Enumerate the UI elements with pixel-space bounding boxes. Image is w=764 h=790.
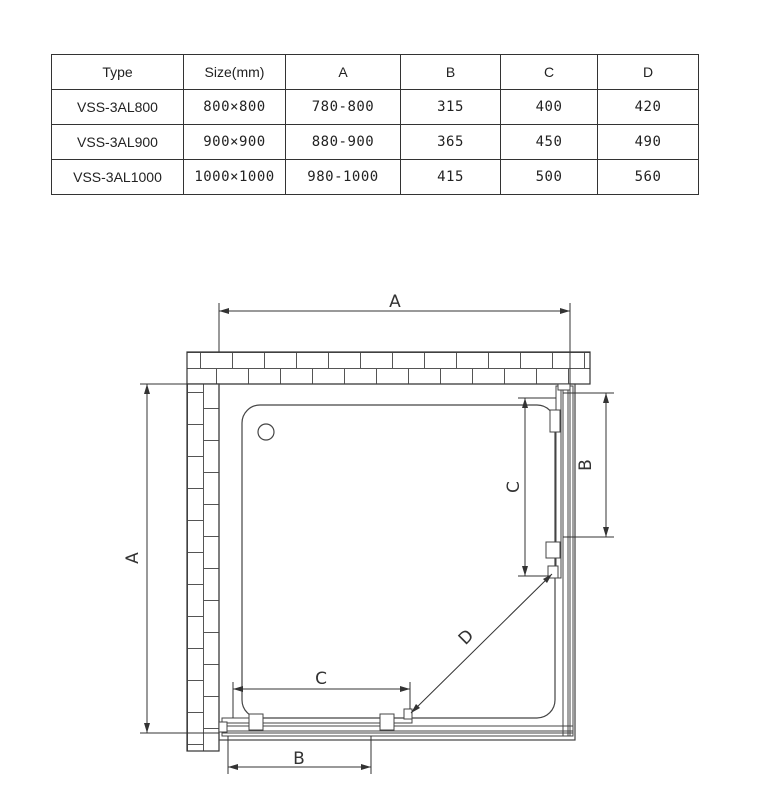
header-cell: A (286, 55, 401, 90)
arrowhead (400, 686, 410, 692)
size-cell: 1000×1000 (184, 160, 286, 195)
header-cell: B (401, 55, 501, 90)
header-cell: C (501, 55, 598, 90)
arrowhead (219, 308, 229, 314)
b-cell: 415 (401, 160, 501, 195)
header-cell: D (598, 55, 699, 90)
arrowhead (522, 566, 528, 576)
bottom-glass-panels (219, 709, 573, 736)
size-cell: 800×800 (184, 90, 286, 125)
arrowhead (228, 764, 238, 770)
label-a-left: A (123, 552, 143, 564)
b-cell: 315 (401, 90, 501, 125)
arrowhead (144, 384, 150, 394)
label-b-bottom: B (293, 749, 305, 769)
a-cell: 880-900 (286, 125, 401, 160)
a-cell: 980-1000 (286, 160, 401, 195)
label-c-bottom: C (315, 669, 327, 689)
a-cell: 780-800 (286, 90, 401, 125)
right-glass-panels (546, 384, 573, 736)
shower-tray-basin (242, 405, 555, 718)
dim-d-diagonal-line (411, 574, 552, 713)
b-cell: 365 (401, 125, 501, 160)
left-brick-wall (187, 384, 219, 751)
type-cell: VSS-3AL800 (52, 90, 184, 125)
type-cell: VSS-3AL1000 (52, 160, 184, 195)
arrowhead (144, 723, 150, 733)
type-cell: VSS-3AL900 (52, 125, 184, 160)
top-brick-wall (187, 352, 590, 384)
header-cell: Type (52, 55, 184, 90)
d-cell: 490 (598, 125, 699, 160)
arrowhead (522, 398, 528, 408)
c-cell: 400 (501, 90, 598, 125)
arrowhead (361, 764, 371, 770)
arrowhead (603, 527, 609, 537)
d-cell: 420 (598, 90, 699, 125)
label-d: D (454, 625, 479, 650)
arrowhead (603, 393, 609, 403)
label-b-right: B (576, 459, 596, 471)
size-cell: 900×900 (184, 125, 286, 160)
header-cell: Size(mm) (184, 55, 286, 90)
label-c-right: C (504, 481, 524, 493)
arrowhead (560, 308, 570, 314)
arrowhead (233, 686, 243, 692)
label-a-top: A (389, 292, 401, 312)
c-cell: 450 (501, 125, 598, 160)
c-cell: 500 (501, 160, 598, 195)
drain-circle (258, 424, 274, 440)
d-cell: 560 (598, 160, 699, 195)
